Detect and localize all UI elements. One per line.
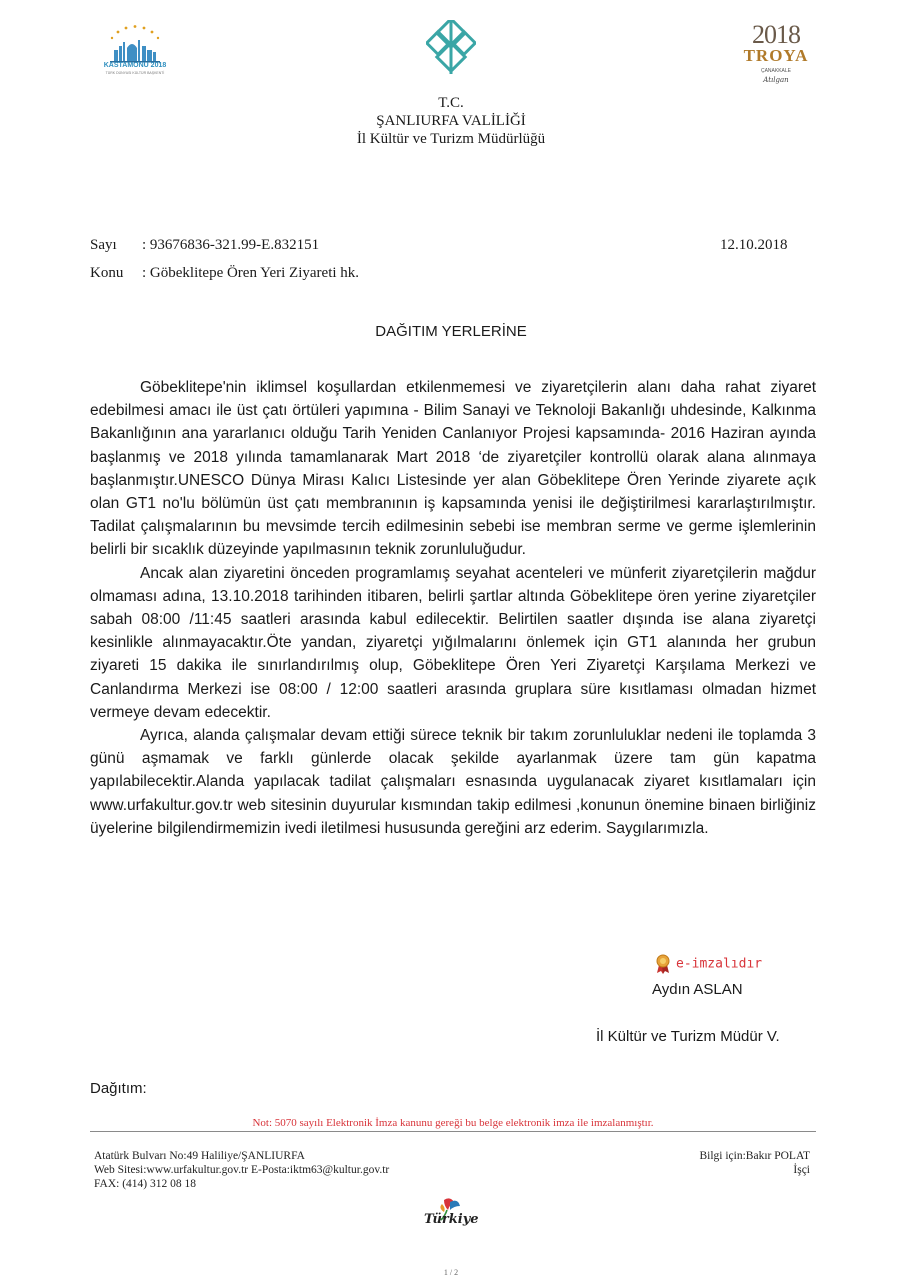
ministry-knot-logo xyxy=(426,20,476,74)
troya-year: 2018 xyxy=(752,20,800,49)
footer-divider xyxy=(90,1131,816,1132)
body-paragraph: Ancak alan ziyaretini önceden programlamış seyahat acenteleri ve münferit ziyaretçilerin mağdur olmaması adına, 13.10.2018 tarihinden itibaren, belirli şartlar altında Göbeklitepe ören yerine ziyaretçiler sabah 08:00 /11:45 saatleri arasında kabul edilecektir. Belirtilen saatler dışında ise alana ziyaretçi kesinlikle alınmayacaktır.Öte yandan, ziyaretçi yığılmalarını önlemek için GT1 alanında her grubun ziyareti 15 dakika ile sınırlandırılmış olup, Göbeklitepe Ören Yeri Ziyaretçi Karşılama Merkezi ve Canlandırma Merkezi ise 08:00 / 12:00 saatleri arasında gruplara süre kısıtlaması olmadan hizmet vermeye devam edecektir. xyxy=(90,564,816,721)
turkiye-logo xyxy=(414,1196,490,1230)
footer-address: Atatürk Bulvarı No:49 Haliliye/ŞANLIURFA xyxy=(94,1150,305,1162)
header-valilik: ŞANLIURFA VALİLİĞİ xyxy=(376,113,526,129)
document-date: 12.10.2018 xyxy=(720,237,788,253)
troya-name: TROYA xyxy=(743,46,809,65)
document-title: DAĞITIM YERLERİNE xyxy=(375,323,527,340)
header-tc: T.C. xyxy=(438,95,464,111)
troya-signature: Atılgan xyxy=(763,76,789,84)
letter-body xyxy=(90,376,816,840)
esign-legal-note: Not: 5070 sayılı Elektronik İmza kanunu gereği bu belge elektronik imza ile imzalanmıştır. xyxy=(252,1117,654,1129)
signer-title: İl Kültür ve Turizm Müdür V. xyxy=(596,1028,780,1045)
sayi-label: Sayı xyxy=(90,237,117,253)
kastamonu-subcaption: TÜRK DÜNYASI KÜLTÜR BAŞKENTİ xyxy=(105,71,165,75)
knot-icon xyxy=(426,20,476,74)
esign-label: e-imzalıdır xyxy=(676,956,763,972)
page-number: 1 / 2 xyxy=(443,1268,459,1277)
sayi-value: : 93676836-321.99-E.832151 xyxy=(142,237,320,253)
troya-sub: ÇANAKKALE xyxy=(760,68,791,74)
distribution-label: Dağıtım: xyxy=(90,1080,147,1097)
troya-logo xyxy=(740,20,820,92)
footer-info-role: İşçi xyxy=(793,1164,810,1176)
footer-web: Web Sitesi:www.urfakultur.gov.tr E-Posta:iktm63@kultur.gov.tr xyxy=(94,1164,390,1176)
esign-badge xyxy=(654,954,762,976)
konu-label: Konu xyxy=(90,265,124,281)
konu-value: : Göbeklitepe Ören Yeri Ziyareti hk. xyxy=(142,265,360,281)
kastamonu-caption: KASTAMONU 2018 xyxy=(103,62,167,69)
signer-name: Aydın ASLAN xyxy=(652,981,743,998)
header-mudurluk: İl Kültür ve Turizm Müdürlüğü xyxy=(356,131,546,147)
city-skyline-icon xyxy=(100,24,170,64)
body-paragraph: Ayrıca, alanda çalışmalar devam ettiği sürece teknik bir takım zorunluluklar nedeni ile toplamda 3 günü aşmamak ve farklı günlerde olacak şekilde ayarlanmak üzere tam gün kapatma yapılabilecektir.Alanda yapılacak tadilat çalışmaları esnasında uygulanacak ziyaret kısıtlamaları için www.urfakultur.gov.tr web sitesinin duyurular kısmından takip edilmesi ,konunun önemine binaen birliğiniz üyelerine bilgilendirmemizin ivedi iletilmesi hususunda gereğini arz ederim. Saygılarımızla. xyxy=(90,727,816,837)
rosette-badge-icon xyxy=(654,954,672,974)
turkiye-wordmark: Türkiye xyxy=(424,1212,479,1227)
footer-fax: FAX: (414) 312 08 18 xyxy=(94,1178,197,1190)
kastamonu-logo xyxy=(100,24,170,80)
footer-info: Bilgi için:Bakır POLAT xyxy=(699,1150,810,1162)
body-paragraph: Göbeklitepe'nin iklimsel koşullardan etkilenmemesi ve ziyaretçilerin alanı daha rahat ziyaret edebilmesi amacı ile üst çatı örtüleri yapımına - Bilim Sanayi ve Teknoloji Bakanlığı uhdesinde, Kalkınma Bakanlığının ana yararlanıcı olduğu Tarih Yeniden Canlanıyor Projesi kapsamında- 2016 Haziran ayında başlanmış ve 2018 yılında tamamlanarak Mart 2018 ‘de ziyaretçiler kontrollü olarak alana alınmaya başlanmıştır.UNESCO Dünya Mirası Kalıcı Listesinde yer alan Göbeklitepe Ören Yerinde ziyarete açık olan GT1 no'lu bölümün üst çatı membranının iş kapsamında yenisi ile değiştirilmesi kararlaştırılmıştır. Tadilat çalışmalarının bu mevsimde tercih edilmesinin sebebi ise membran serme ve germe işlemlerinin belirli bir sıcaklık düzeyinde yapılmasının teknik zorunluluğudur. xyxy=(90,379,816,559)
